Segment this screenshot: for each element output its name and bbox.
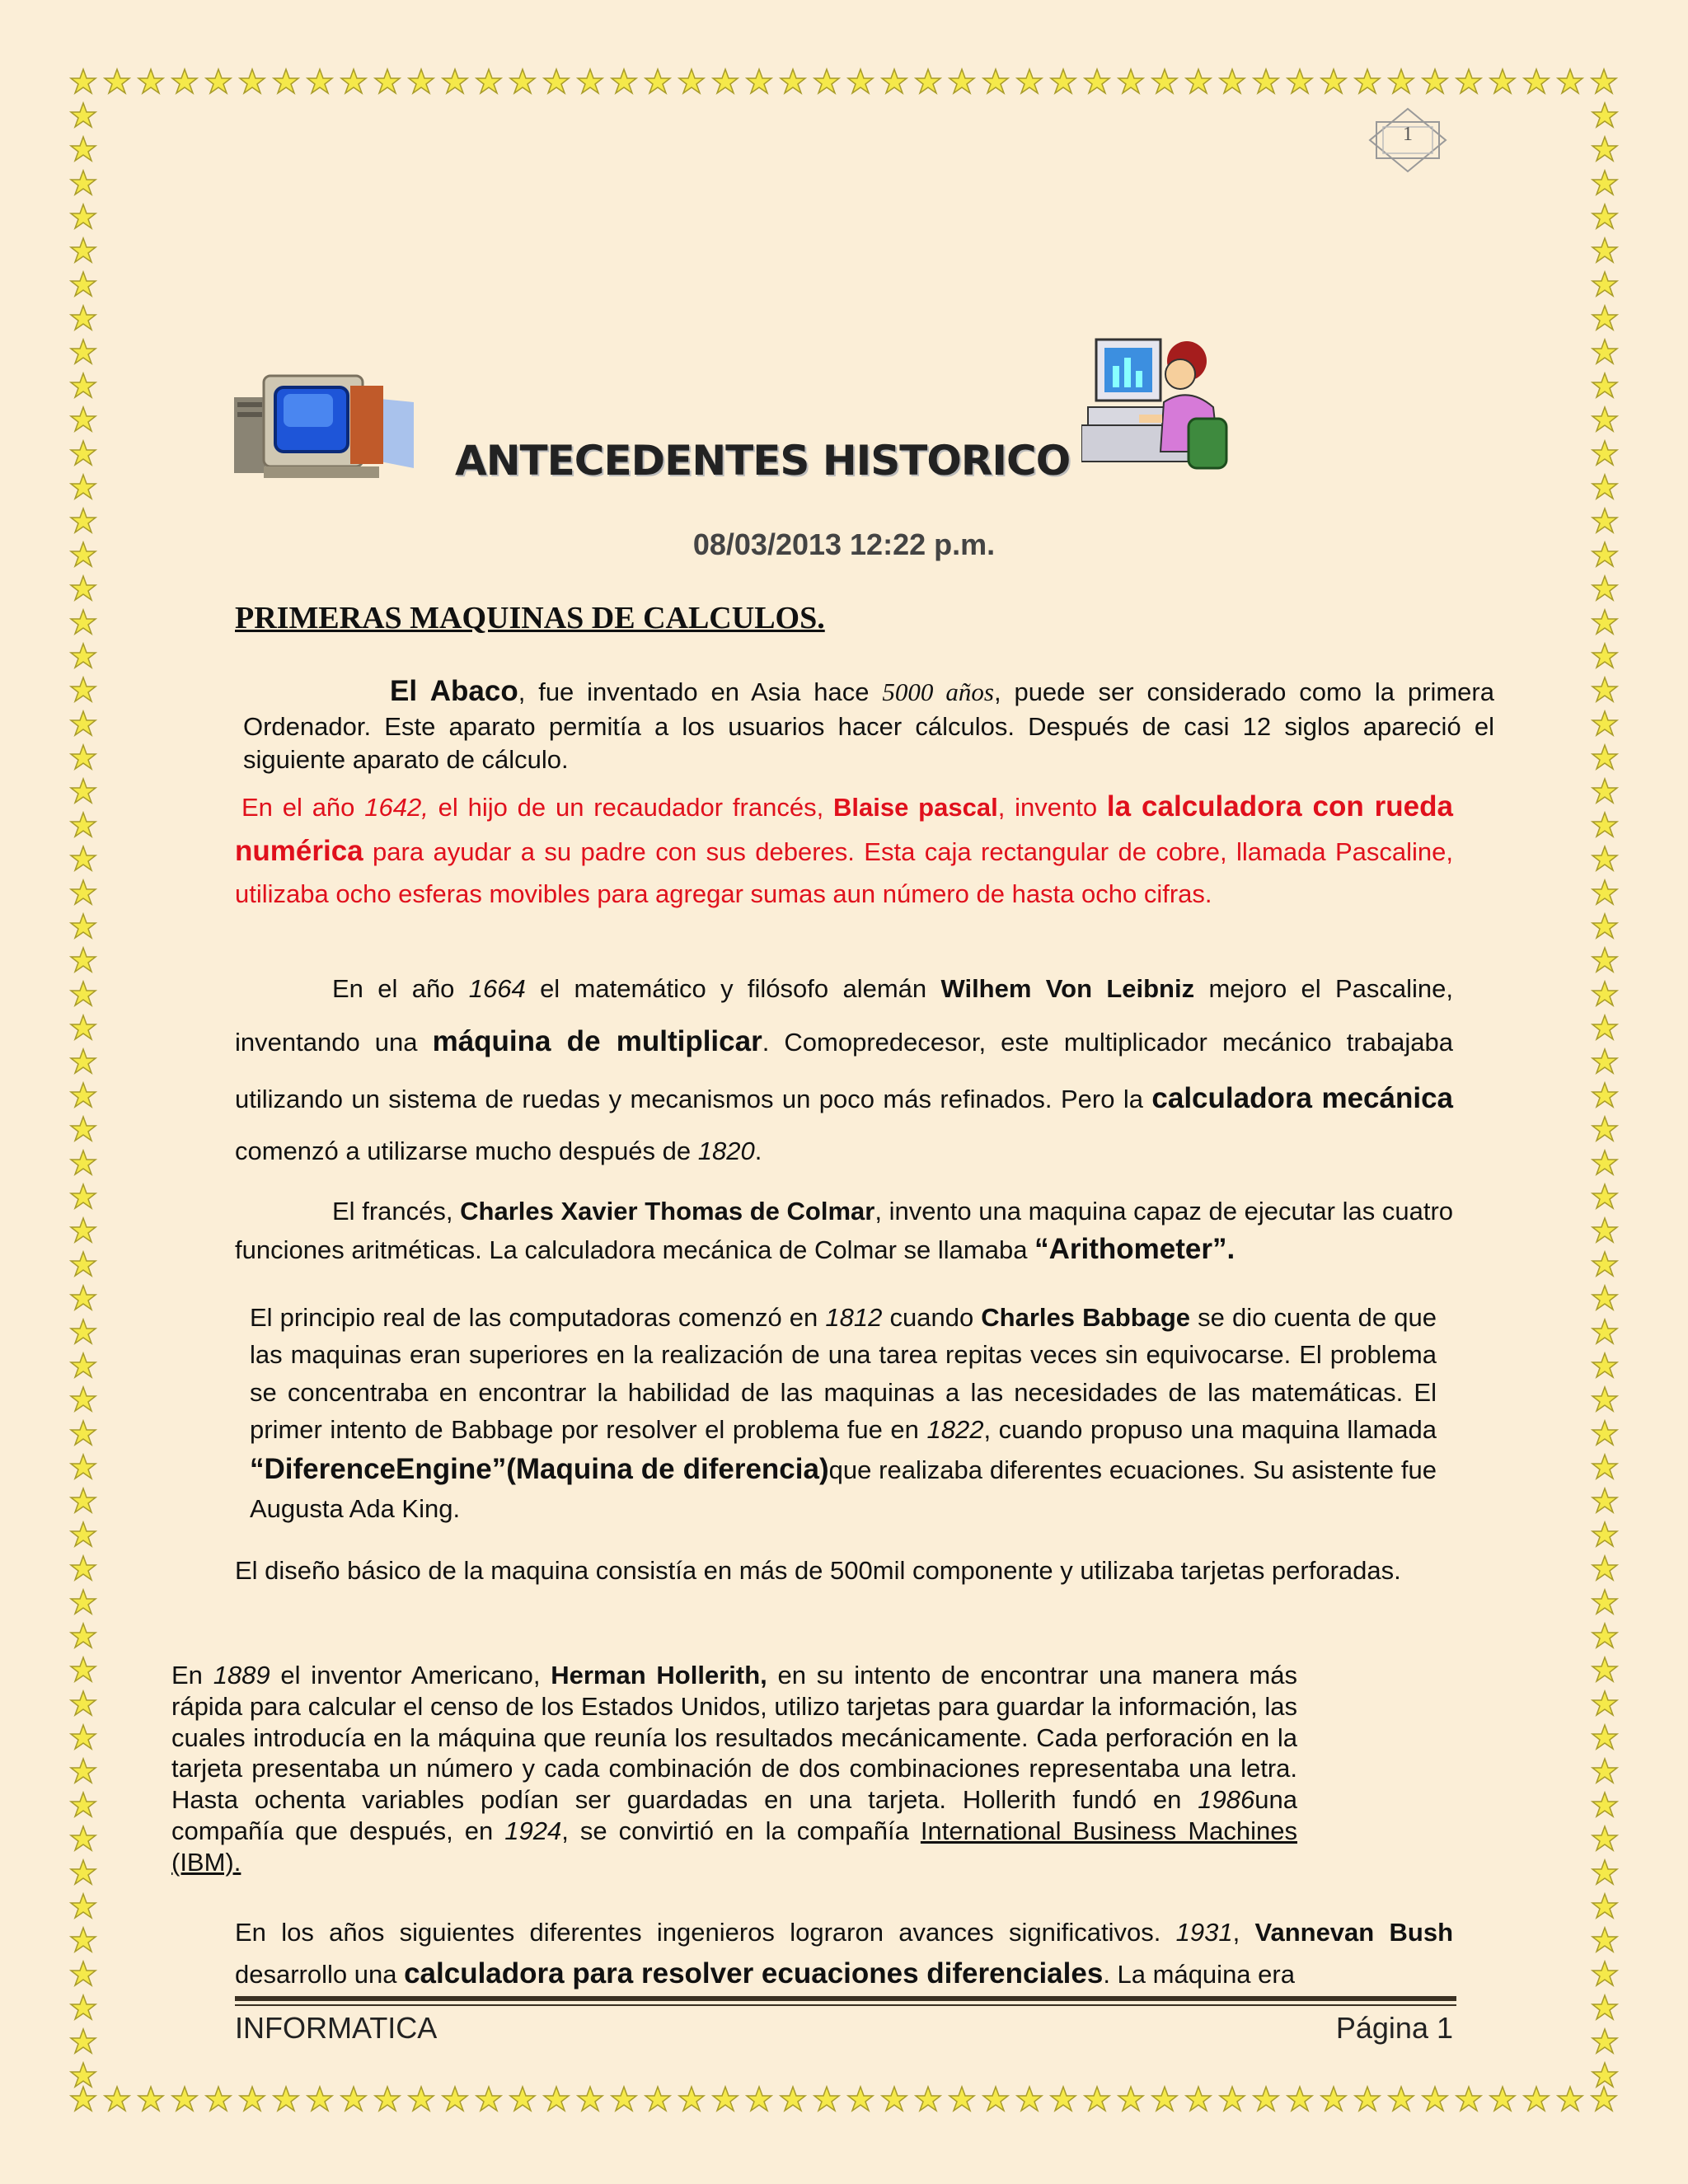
star-icon (1591, 203, 1619, 231)
star-icon (813, 2085, 841, 2113)
star-icon (69, 101, 97, 129)
star-icon (272, 2085, 300, 2113)
star-icon (1489, 68, 1517, 96)
text-run: En el año (332, 974, 469, 1003)
star-icon (1387, 2085, 1415, 2113)
ibm-link-text: International Business Machines (IBM). (171, 1816, 1297, 1877)
star-icon (69, 642, 97, 670)
star-icon (69, 1825, 97, 1853)
star-icon (914, 2085, 942, 2113)
text-run: comenzó a utilizarse mucho después de (235, 1136, 698, 1165)
star-icon (1591, 405, 1619, 434)
text-run: 1889 (213, 1661, 270, 1690)
star-icon (306, 68, 334, 96)
text-run: El principio real de las computadoras comenzó en (250, 1303, 826, 1332)
star-icon (1591, 237, 1619, 265)
star-icon (1320, 68, 1348, 96)
star-icon (69, 912, 97, 940)
star-icon (1591, 1858, 1619, 1886)
star-icon (171, 2085, 199, 2113)
paragraph-pascal (235, 785, 1453, 914)
star-icon (69, 980, 97, 1008)
star-icon (204, 68, 232, 96)
paragraph-hollerith (171, 1660, 1297, 1878)
star-icon (644, 68, 672, 96)
text-run: , (1232, 1918, 1255, 1947)
star-icon (1591, 1352, 1619, 1380)
star-icon (1286, 68, 1314, 96)
star-icon (69, 1757, 97, 1785)
text-run: En los años siguientes diferentes ingenieros lograron avances significativos. (235, 1918, 1176, 1947)
star-icon (373, 2085, 401, 2113)
star-icon (69, 676, 97, 704)
paragraph-leibniz (235, 964, 1453, 1176)
star-icon (69, 2061, 97, 2089)
star-icon (1591, 1284, 1619, 1312)
text-run: , invento una maquina capaz de ejecutar las cuatro funciones aritméticas. La calculadora mecánica de Colmar se llamaba (235, 1197, 1454, 1265)
star-icon (69, 1183, 97, 1211)
star-icon (678, 2085, 706, 2113)
abaco-term: El Abaco (390, 675, 518, 707)
text-run: . La máquina era (1103, 1959, 1295, 1989)
star-icon (238, 68, 266, 96)
text-run: para ayudar a su padre con sus deberes. Esta caja rectangular de cobre, llamada Pascaline, utilizaba ocho esferas movibles para agregar sumas aun número de hasta ocho cifras. (235, 837, 1453, 908)
star-icon (1591, 1318, 1619, 1346)
star-icon (340, 2085, 368, 2113)
footer-subject: INFORMATICA (235, 2011, 438, 2045)
star-icon (69, 1419, 97, 1447)
star-icon (1591, 676, 1619, 704)
star-icon (69, 1960, 97, 1988)
text-run: la calculadora con rueda numérica (235, 790, 1453, 868)
star-icon (1591, 1723, 1619, 1751)
star-icon (1591, 1183, 1619, 1211)
star-icon (441, 2085, 469, 2113)
star-icon (576, 68, 604, 96)
text-run: Vannevan Bush (1254, 1918, 1454, 1947)
paragraph-babbage (250, 1299, 1437, 1527)
star-icon (1591, 574, 1619, 602)
star-icon (1151, 68, 1179, 96)
star-icon (69, 338, 97, 366)
text-run: 1924 (504, 1816, 562, 1846)
text-run: 1642, (364, 793, 429, 822)
star-icon (69, 1588, 97, 1616)
star-icon (880, 2085, 908, 2113)
text-run: Charles Xavier Thomas de Colmar (460, 1197, 875, 1226)
star-icon (779, 2085, 807, 2113)
star-icon (69, 1250, 97, 1278)
star-icon (69, 1656, 97, 1684)
text-run: 1812 (825, 1303, 883, 1332)
star-icon (1591, 1081, 1619, 1109)
star-icon (69, 68, 97, 96)
star-icon (272, 68, 300, 96)
text-run: cuando (882, 1303, 982, 1332)
star-icon (610, 2085, 638, 2113)
star-icon (1591, 1622, 1619, 1650)
star-icon (1591, 642, 1619, 670)
star-icon (1421, 68, 1449, 96)
star-icon (1083, 68, 1111, 96)
star-icon (475, 68, 503, 96)
star-icon (1591, 1115, 1619, 1143)
star-icon (1591, 1216, 1619, 1244)
star-icon (1184, 2085, 1212, 2113)
star-icon (137, 68, 165, 96)
star-icon (745, 2085, 773, 2113)
star-icon (1590, 68, 1618, 96)
star-icon (779, 68, 807, 96)
text-run: . Comopredecesor, este multiplicador mecánico trabajaba utilizando un sistema de ruedas y mecanismos un poco más refinados. Pero la (235, 1028, 1453, 1113)
star-icon (711, 68, 739, 96)
star-icon (69, 237, 97, 265)
star-icon (1591, 1453, 1619, 1481)
star-icon (69, 1554, 97, 1582)
star-icon (1421, 2085, 1449, 2113)
text-run: En el año (241, 793, 365, 822)
text-run: calculadora para resolver ecuaciones diferenciales (404, 1957, 1104, 1990)
star-icon (1591, 777, 1619, 805)
star-icon (1591, 912, 1619, 940)
star-icon (1522, 2085, 1550, 2113)
text-run: , puede ser considerado como la primera Ordenador. Este aparato permitía a los usuarios hacer cálculos. Después de casi 12 siglos apareció el siguiente aparato de cálculo. (243, 677, 1494, 774)
star-icon (1591, 879, 1619, 907)
star-icon (982, 68, 1010, 96)
star-icon (1591, 946, 1619, 974)
star-icon (813, 68, 841, 96)
text-run: , invento (997, 793, 1107, 822)
star-icon (1591, 1554, 1619, 1582)
star-icon (1591, 743, 1619, 771)
star-icon (238, 2085, 266, 2113)
star-icon (1591, 980, 1619, 1008)
star-icon (1455, 68, 1483, 96)
star-icon (1591, 2027, 1619, 2055)
star-icon (69, 811, 97, 839)
star-icon (69, 1690, 97, 1718)
star-icon (475, 2085, 503, 2113)
star-icon (1591, 811, 1619, 839)
star-icon (1015, 2085, 1043, 2113)
star-icon (846, 68, 874, 96)
star-icon (69, 1487, 97, 1515)
star-icon (1591, 1419, 1619, 1447)
page-number-badge (1368, 107, 1447, 173)
star-icon (1591, 1825, 1619, 1853)
star-icon (509, 68, 537, 96)
star-icon (69, 845, 97, 873)
star-icon (69, 405, 97, 434)
text-run: Herman Hollerith, (551, 1661, 767, 1690)
text-run: El francés, (332, 1197, 461, 1226)
star-icon (1286, 2085, 1314, 2113)
star-icon (69, 1858, 97, 1886)
star-icon (69, 1385, 97, 1413)
star-icon (1591, 1892, 1619, 1920)
star-icon (678, 68, 706, 96)
star-icon (69, 2027, 97, 2055)
star-icon (1591, 1994, 1619, 2022)
star-icon (69, 1994, 97, 2022)
star-icon (340, 68, 368, 96)
star-icon (1591, 2061, 1619, 2089)
star-icon (1591, 1047, 1619, 1076)
paragraph-colmar (235, 1193, 1453, 1269)
star-icon (846, 2085, 874, 2113)
star-icon (69, 2085, 97, 2113)
text-run: Blaise pascal (833, 793, 998, 822)
star-icon (373, 68, 401, 96)
text-run: 1822 (926, 1414, 984, 1444)
star-icon (1320, 2085, 1348, 2113)
text-run: En (171, 1661, 213, 1690)
star-icon (1353, 2085, 1381, 2113)
star-icon (69, 1149, 97, 1177)
star-icon (69, 1791, 97, 1819)
star-icon (1591, 1250, 1619, 1278)
star-icon (1591, 473, 1619, 501)
star-icon (1117, 2085, 1145, 2113)
star-icon (1387, 68, 1415, 96)
star-icon (1591, 1656, 1619, 1684)
star-icon (1591, 372, 1619, 400)
text-run: máquina de multiplicar (432, 1025, 762, 1058)
date-time-stamp: 08/03/2013 12:22 p.m. (692, 527, 996, 561)
footer-page-label: Página 1 (1335, 2011, 1453, 2045)
star-icon (69, 1284, 97, 1312)
star-icon (1591, 1385, 1619, 1413)
text-run: el hijo de un recaudador francés, (428, 793, 834, 822)
star-icon (1591, 439, 1619, 467)
star-icon (1591, 608, 1619, 636)
star-icon (1591, 1521, 1619, 1549)
paragraph-design (235, 1553, 1453, 1588)
star-icon (69, 1352, 97, 1380)
text-run: Wilhem Von Leibniz (940, 974, 1195, 1003)
star-icon (1556, 68, 1584, 96)
star-icon (69, 1216, 97, 1244)
star-icon (1252, 2085, 1280, 2113)
star-icon (69, 1318, 97, 1346)
star-icon (1353, 68, 1381, 96)
star-icon (1522, 68, 1550, 96)
star-icon (1591, 270, 1619, 298)
text-run: una compañía que después, en (171, 1785, 1297, 1846)
star-icon (1083, 2085, 1111, 2113)
star-icon (69, 946, 97, 974)
star-icon (306, 2085, 334, 2113)
page-title: ANTECEDENTES HISTORICO (455, 437, 1071, 485)
text-run: 1931 (1175, 1918, 1233, 1947)
star-icon (1015, 68, 1043, 96)
star-icon (1591, 1690, 1619, 1718)
footer-divider-thin (235, 2004, 1456, 2006)
star-icon (69, 1622, 97, 1650)
text-run: 5000 años (882, 677, 994, 706)
paragraph-bush (235, 1914, 1453, 1995)
star-icon (204, 2085, 232, 2113)
star-icon (1049, 2085, 1077, 2113)
star-icon (69, 372, 97, 400)
computer-monitor-icon (231, 369, 420, 480)
text-run: el matemático y filósofo alemán (525, 974, 941, 1003)
star-icon (69, 203, 97, 231)
star-icon (69, 710, 97, 738)
text-run: , fue inventado en Asia hace (518, 677, 883, 706)
star-icon (69, 439, 97, 467)
text-run: . (754, 1136, 762, 1165)
text-run: 1986 (1198, 1785, 1255, 1815)
star-icon (948, 2085, 976, 2113)
text-run: desarrollo una (235, 1959, 405, 1989)
star-icon (69, 1926, 97, 1954)
star-icon (69, 270, 97, 298)
star-icon (1218, 2085, 1246, 2113)
star-icon (1591, 101, 1619, 129)
text-run: “DiferenceEngine”(Maquina de diferencia) (250, 1453, 829, 1485)
star-icon (745, 68, 773, 96)
star-icon (1591, 1926, 1619, 1954)
star-icon (103, 68, 131, 96)
star-icon (69, 1014, 97, 1042)
star-icon (1591, 1757, 1619, 1785)
text-run: en su intento de encontrar una manera más rápida para calcular el censo de los Estados Unidos, utilizo tarjetas para guardar la información, las cuales introducía en la máquina que reunía los resultados mecánicamente. Cada perforación en la tarjeta presentaba un número y cada combinación de dos combinaciones representaba una letra. Hasta ochenta variables podían ser guardadas en una tarjeta. Hollerith fundó en (171, 1661, 1297, 1815)
star-icon (1218, 68, 1246, 96)
star-icon (69, 1723, 97, 1751)
text-run: , cuando propuso una maquina llamada (983, 1414, 1437, 1444)
star-icon (69, 1892, 97, 1920)
text-run: El diseño básico de la maquina consistía en más de 500mil componente y utilizaba tarjetas perforadas. (235, 1556, 1401, 1585)
star-icon (1591, 1791, 1619, 1819)
star-icon (69, 135, 97, 163)
star-icon (1591, 1149, 1619, 1177)
star-icon (171, 68, 199, 96)
star-icon (1489, 2085, 1517, 2113)
text-run: mejoro el Pascaline, inventando una (235, 974, 1454, 1057)
star-icon (1591, 338, 1619, 366)
star-icon (1590, 2085, 1618, 2113)
star-icon (1591, 1960, 1619, 1988)
star-icon (1556, 2085, 1584, 2113)
footer-divider (235, 1996, 1456, 2001)
star-icon (542, 68, 570, 96)
woman-at-computer-icon (1081, 328, 1238, 485)
star-icon (69, 608, 97, 636)
page-number: 1 (1403, 124, 1413, 145)
star-icon (407, 68, 435, 96)
star-icon (542, 2085, 570, 2113)
star-icon (1591, 710, 1619, 738)
star-icon (137, 2085, 165, 2113)
star-icon (880, 68, 908, 96)
star-icon (69, 304, 97, 332)
star-icon (914, 68, 942, 96)
paragraph-abaco (243, 673, 1494, 776)
star-icon (1591, 1014, 1619, 1042)
star-icon (69, 879, 97, 907)
section-heading: PRIMERAS MAQUINAS DE CALCULOS. (235, 601, 825, 635)
text-run: el inventor Americano, (270, 1661, 551, 1690)
star-icon (69, 169, 97, 197)
star-icon (711, 2085, 739, 2113)
star-icon (69, 777, 97, 805)
star-icon (644, 2085, 672, 2113)
star-icon (1591, 135, 1619, 163)
star-icon (1049, 68, 1077, 96)
star-icon (1151, 2085, 1179, 2113)
star-icon (69, 1047, 97, 1076)
star-icon (441, 68, 469, 96)
star-icon (576, 2085, 604, 2113)
star-icon (69, 1081, 97, 1109)
text-run: “Arithometer”. (1034, 1233, 1236, 1266)
star-icon (69, 1115, 97, 1143)
star-icon (1455, 2085, 1483, 2113)
text-run: , se convirtió en la compañía (561, 1816, 921, 1846)
text-run: calculadora mecánica (1151, 1081, 1453, 1114)
star-icon (103, 2085, 131, 2113)
star-icon (509, 2085, 537, 2113)
text-run: que realizaba diferentes ecuaciones. Su asistente fue Augusta Ada King. (250, 1455, 1437, 1524)
star-icon (69, 743, 97, 771)
star-icon (69, 473, 97, 501)
star-icon (1252, 68, 1280, 96)
text-run: se dio cuenta de que las maquinas eran superiores en la realización de una tarea repitas veces sin equivocarse. El problema se concentraba en encontrar la habilidad de las maquinas a las necesidades de las matemáticas. El primer intento de Babbage por resolver el problema fue en (250, 1303, 1437, 1444)
text-run: 1664 (468, 974, 526, 1003)
star-icon (1184, 68, 1212, 96)
text-run: Charles Babbage (981, 1303, 1191, 1332)
star-icon (69, 574, 97, 602)
star-icon (948, 68, 976, 96)
star-icon (1591, 1487, 1619, 1515)
star-icon (69, 1453, 97, 1481)
star-icon (69, 1521, 97, 1549)
star-icon (407, 2085, 435, 2113)
star-icon (1591, 845, 1619, 873)
text-run: 1820 (697, 1136, 755, 1165)
star-icon (1591, 169, 1619, 197)
star-icon (1117, 68, 1145, 96)
star-icon (982, 2085, 1010, 2113)
star-icon (1591, 304, 1619, 332)
star-icon (1591, 1588, 1619, 1616)
star-icon (610, 68, 638, 96)
